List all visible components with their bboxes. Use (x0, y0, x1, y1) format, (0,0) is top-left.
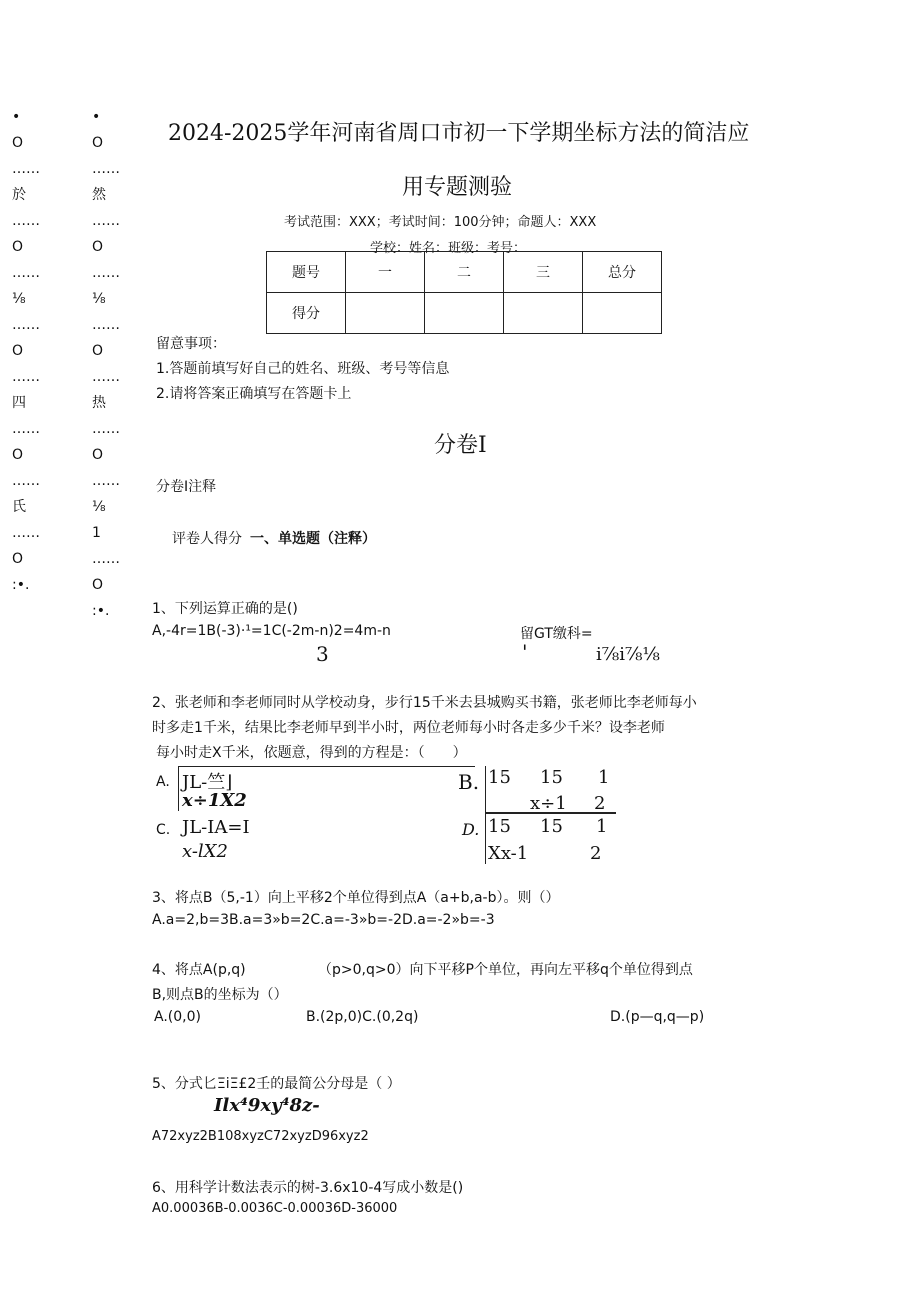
q2-line1: 2、张老师和李老师同时从学校动身，步行15千米去县城购买书籍，张老师比李老师每小 (152, 695, 697, 711)
score-cell[interactable] (504, 293, 583, 334)
title-line-2: 用专题测验 (402, 175, 513, 200)
margin-mark: 1 (92, 525, 101, 541)
q2-option-d-num: 15 (488, 816, 511, 837)
margin-mark: O (92, 447, 104, 463)
left-margin-column (12, 104, 42, 598)
margin-mark: 热 (92, 395, 106, 411)
q2-option-c-label: C. (156, 822, 171, 838)
margin-mark: …… (12, 161, 40, 177)
q2-option-b-den: x÷1 (530, 793, 567, 814)
score-header: 总分 (583, 252, 662, 293)
q4-option-d: D.(p—q,q—p) (610, 1009, 705, 1025)
margin-mark: …… (92, 317, 120, 333)
q2-option-a-label: A. (156, 774, 170, 790)
q2-line3: 每小时走X千米，依题意，得到的方程是：（ ） (156, 745, 467, 761)
score-row-label: 得分 (267, 293, 346, 334)
score-header: 题号 (267, 252, 346, 293)
q2-option-d-num: 15 (540, 816, 563, 837)
q2-option-d-den: 2 (590, 843, 602, 864)
q4-line2: B,则点B的坐标为（） (152, 987, 288, 1003)
q2-option-c-bottom: x-lX2 (182, 841, 228, 862)
q1-stem: 1、下列运算正确的是() (152, 601, 298, 617)
score-table (266, 251, 662, 334)
q2-option-d-num: 1 (596, 816, 608, 837)
margin-mark: :•. (92, 603, 110, 619)
q5-stem: 5、分式匕ΞiΞ£2壬的最简公分母是（ ） (152, 1076, 401, 1092)
margin-mark: O (92, 343, 104, 359)
margin-mark: …… (92, 421, 120, 437)
margin-mark: …… (12, 369, 40, 385)
score-header: 三 (504, 252, 583, 293)
title-line-1: 2024-2025学年河南省周口市初一下学期坐标方法的简洁应 (168, 121, 750, 146)
q2-option-b-num: 1 (598, 767, 610, 788)
margin-mark: ⅛ (12, 291, 26, 307)
part-title: 一、单选题（注释） (250, 531, 376, 547)
margin-mark: O (12, 551, 24, 567)
margin-mark: 四 (12, 395, 26, 411)
margin-mark: …… (92, 473, 120, 489)
margin-mark: ⅛ (92, 291, 106, 307)
q4-option-a: A.(0,0) (154, 1009, 201, 1025)
margin-mark: O (12, 447, 24, 463)
margin-mark: O (12, 343, 24, 359)
q1-right-text: 留GT缴科= (520, 626, 593, 642)
note-item: 1.答题前填写好自己的姓名、班级、考号等信息 (156, 361, 450, 377)
exam-info: 考试范围：XXX；考试时间：100分钟；命题人：XXX (284, 215, 597, 230)
notes-heading: 留意事项： (156, 336, 226, 352)
margin-mark: O (12, 239, 24, 255)
margin-mark: …… (92, 161, 120, 177)
q1-fraction-denominator: 3 (316, 642, 329, 666)
margin-mark: …… (12, 473, 40, 489)
q6-stem: 6、用科学计数法表示的树-3.6x10-4写成小数是() (152, 1180, 464, 1196)
q4-stem-a: 4、将点A(p,q) (152, 962, 246, 978)
section-note: 分卷I注释 (156, 479, 217, 495)
margin-mark: ⅛ (92, 499, 106, 515)
grader-label: 评卷人得分 (172, 531, 242, 547)
right-margin-column (92, 104, 122, 624)
margin-mark: 然 (92, 187, 106, 203)
q3-stem: 3、将点B（5,-1）向上平移2个单位得到点A（a+b,a-b）。则（） (152, 890, 560, 906)
q3-options: A.a=2,b=3B.a=3»b=2C.a=-3»b=-2D.a=-2»b=-3 (152, 912, 495, 928)
score-header: 一 (346, 252, 425, 293)
q2-option-a-top: JL-竺⌋ (182, 772, 233, 793)
margin-mark: • (92, 109, 101, 125)
score-cell[interactable] (346, 293, 425, 334)
q4-stem-b: （p>0,q>0）向下平移P个单位，再向左平移q个单位得到点 (318, 962, 693, 978)
margin-mark: …… (12, 525, 40, 541)
margin-mark: 於 (12, 187, 26, 203)
margin-mark: …… (92, 265, 120, 281)
q2-line2: 时多走1千米，结果比李老师早到半小时，两位老师每小时各走多少千米？设李老师 (152, 720, 665, 736)
q2-option-b-num: 15 (488, 767, 511, 788)
margin-mark: …… (12, 265, 40, 281)
q2-option-b-den: 2 (594, 793, 606, 814)
q1-right-mark: ' (522, 640, 528, 664)
q1-right-formula: i⅞i⅞⅛ (596, 644, 660, 665)
q2-option-c-top: JL-IA=I (182, 817, 250, 838)
margin-mark: • (12, 109, 21, 125)
note-item: 2.请将答案正确填写在答题卡上 (156, 386, 352, 402)
q4-option-bc: B.(2p,0)C.(0,2q) (306, 1009, 419, 1025)
score-cell[interactable] (425, 293, 504, 334)
margin-mark: …… (92, 369, 120, 385)
q2-option-d-den: Xx-1 (488, 843, 529, 864)
margin-mark: …… (12, 317, 40, 333)
margin-mark: :•. (12, 577, 30, 593)
margin-mark: O (92, 135, 104, 151)
section-title: 分卷I (434, 433, 487, 458)
q5-options: A72xyz2B108xyzC72xyzD96xyz2 (152, 1129, 369, 1144)
q1-options: A,-4r=1B(-3)·¹=1C(-2m-n)2=4m-n (152, 623, 391, 639)
score-cell[interactable] (583, 293, 662, 334)
margin-mark: …… (12, 213, 40, 229)
margin-mark: O (12, 135, 24, 151)
q2-option-d-label: D. (462, 820, 480, 839)
margin-mark: …… (92, 213, 120, 229)
score-header: 二 (425, 252, 504, 293)
q2-option-b-num: 15 (540, 767, 563, 788)
margin-mark: O (92, 239, 104, 255)
margin-mark: O (92, 577, 104, 593)
margin-mark: …… (12, 421, 40, 437)
q5-formula: Ilx⁴9xy⁴8z- (214, 1095, 320, 1116)
q2-option-b-label: B. (458, 770, 480, 794)
q2-option-a-bottom: x÷1X2 (182, 790, 247, 811)
q6-options: A0.00036B-0.0036C-0.00036D-36000 (152, 1201, 398, 1216)
margin-mark: 氏 (12, 499, 26, 515)
margin-mark: …… (92, 551, 120, 567)
student-info: 学校：姓名：班级：考号： (370, 241, 527, 256)
